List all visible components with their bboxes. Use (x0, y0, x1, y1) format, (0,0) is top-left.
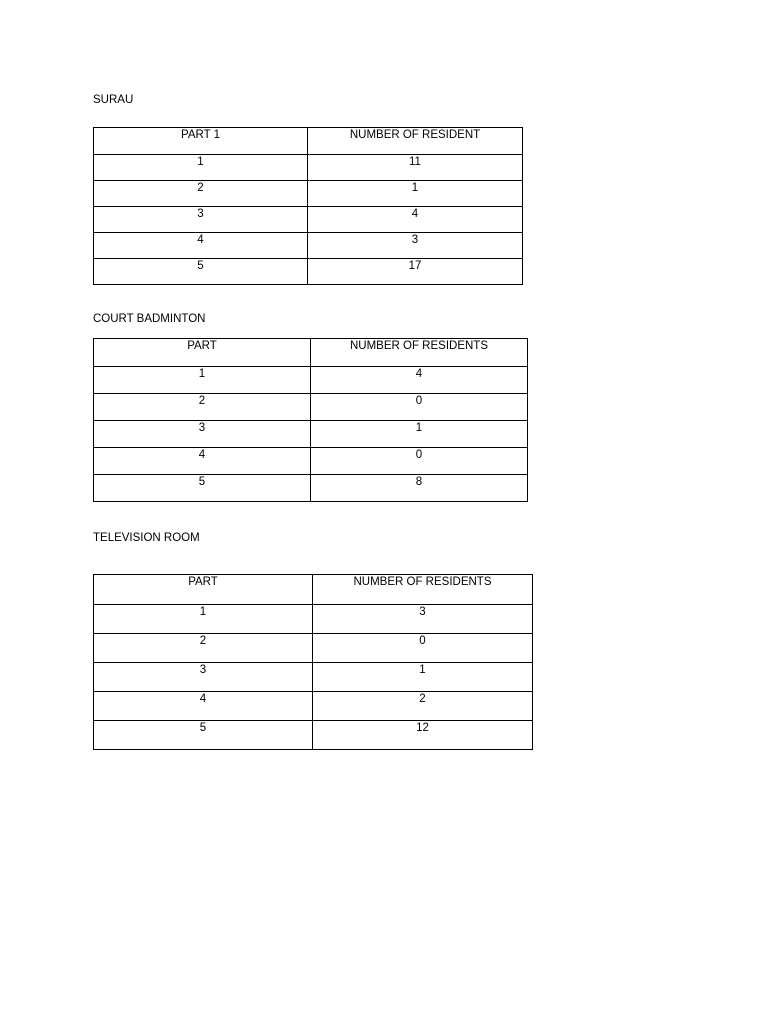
television-room-table (93, 574, 533, 750)
residents-cell: 17 (308, 259, 523, 285)
part-cell: 2 (94, 181, 308, 207)
table-header-row (94, 128, 523, 155)
table-header-row (94, 575, 533, 605)
part-cell: 2 (94, 394, 311, 421)
part-cell: 1 (94, 155, 308, 181)
part-cell: 4 (94, 692, 313, 721)
residents-cell: 2 (313, 692, 533, 721)
residents-cell: 0 (313, 634, 533, 663)
table-row (94, 692, 533, 721)
part-cell: 5 (94, 475, 311, 502)
part-column-header: PART (94, 575, 313, 605)
table-row (94, 207, 523, 233)
residents-cell: 0 (311, 448, 528, 475)
table-header-row (94, 339, 528, 367)
table-row (94, 421, 528, 448)
table-row (94, 448, 528, 475)
table-row (94, 155, 523, 181)
residents-cell: 12 (313, 721, 533, 750)
residents-cell: 1 (313, 663, 533, 692)
surau-heading: SURAU (93, 94, 134, 106)
table-row (94, 475, 528, 502)
surau-table (93, 127, 523, 285)
part-column-header: PART (94, 339, 311, 367)
table-row (94, 605, 533, 634)
part-cell: 3 (94, 207, 308, 233)
table-row (94, 181, 523, 207)
residents-cell: 3 (313, 605, 533, 634)
part-column-header: PART 1 (94, 128, 308, 155)
part-cell: 3 (94, 421, 311, 448)
residents-cell: 0 (311, 394, 528, 421)
part-cell: 4 (94, 233, 308, 259)
table-row (94, 721, 533, 750)
residents-cell: 11 (308, 155, 523, 181)
residents-cell: 4 (308, 207, 523, 233)
court-badminton-heading: COURT BADMINTON (93, 313, 206, 325)
residents-cell: 1 (311, 421, 528, 448)
part-cell: 5 (94, 259, 308, 285)
residents-cell: 3 (308, 233, 523, 259)
television-room-heading: TELEVISION ROOM (93, 532, 200, 544)
residents-column-header: NUMBER OF RESIDENT (308, 128, 523, 155)
part-cell: 3 (94, 663, 313, 692)
table-row (94, 394, 528, 421)
table-row (94, 367, 528, 394)
part-cell: 1 (94, 605, 313, 634)
residents-cell: 1 (308, 181, 523, 207)
part-cell: 2 (94, 634, 313, 663)
part-cell: 1 (94, 367, 311, 394)
table-row (94, 663, 533, 692)
part-cell: 5 (94, 721, 313, 750)
table-row (94, 233, 523, 259)
residents-column-header: NUMBER OF RESIDENTS (313, 575, 533, 605)
part-cell: 4 (94, 448, 311, 475)
court-badminton-table (93, 338, 528, 502)
table-row (94, 259, 523, 285)
table-row (94, 634, 533, 663)
residents-column-header: NUMBER OF RESIDENTS (311, 339, 528, 367)
residents-cell: 8 (311, 475, 528, 502)
residents-cell: 4 (311, 367, 528, 394)
